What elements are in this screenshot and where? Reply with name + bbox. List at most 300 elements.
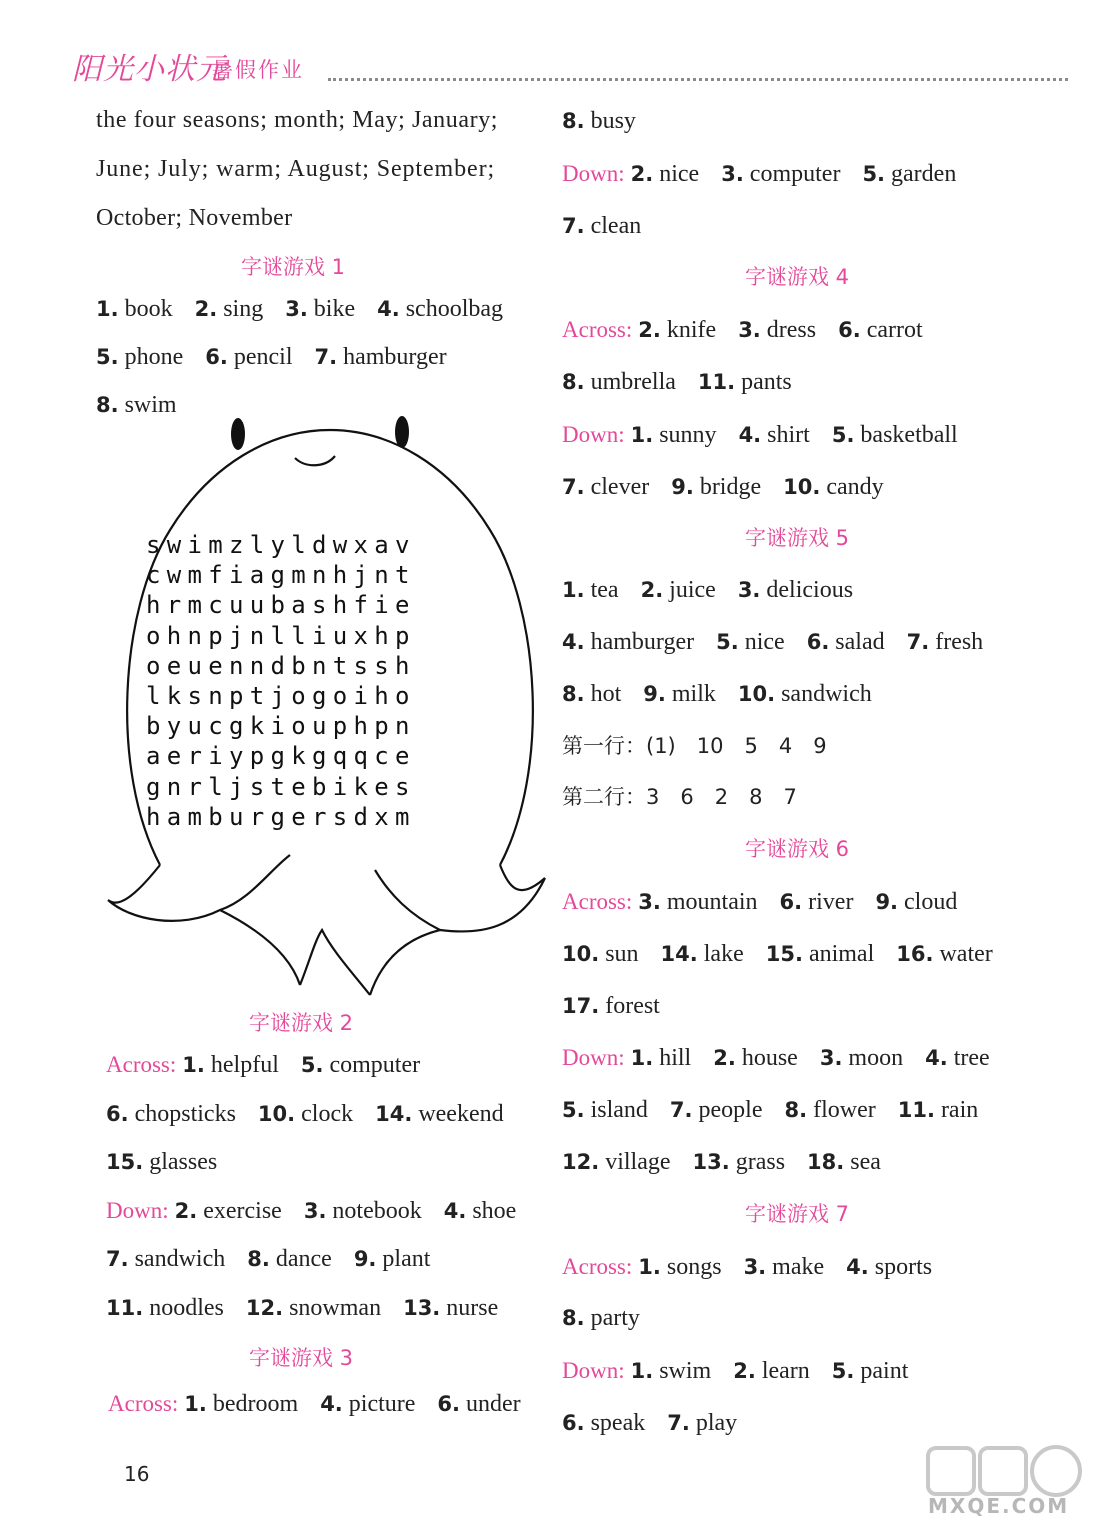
- answer-word: songs: [660, 1253, 722, 1280]
- answer-item: [698, 369, 792, 395]
- answer-line: [106, 1187, 536, 1236]
- answer-item: [832, 422, 958, 448]
- answer-item: [562, 1097, 648, 1123]
- answer-line: [562, 1293, 1032, 1345]
- section-title: 字谜游戏 7: [744, 1201, 850, 1226]
- puzzle-3-across: [108, 1380, 536, 1428]
- answer-word: computer: [323, 1052, 421, 1078]
- left-column: [96, 96, 536, 429]
- answer-number: 2.: [640, 578, 664, 603]
- page-header: [70, 40, 1070, 90]
- direction-label: Across:: [106, 1052, 177, 1077]
- answer-item: [562, 681, 621, 707]
- answer-item: [320, 1391, 415, 1417]
- answer-line: [562, 96, 1032, 148]
- answer-line: [562, 304, 1032, 357]
- answer-item: [205, 344, 292, 370]
- answer-number: 5.: [562, 1098, 585, 1123]
- answer-number: 3.: [738, 318, 761, 343]
- answer-number: 12.: [562, 1149, 600, 1174]
- answer-item: [375, 1101, 504, 1127]
- answer-line: [562, 1085, 1032, 1137]
- answer-number: 12.: [245, 1295, 284, 1320]
- answer-line: [106, 1041, 536, 1090]
- answer-line: [562, 1137, 1032, 1189]
- answer-line: [96, 333, 536, 381]
- direction-label: Across:: [562, 888, 633, 914]
- answer-number: 13.: [692, 1149, 730, 1174]
- answer-number: 7.: [106, 1247, 129, 1271]
- answer-number: 9.: [875, 889, 899, 914]
- answer-number: 3.: [819, 1046, 843, 1071]
- answer-item: [807, 629, 885, 655]
- answer-number: 1.: [96, 297, 119, 321]
- answer-number: 6.: [437, 1392, 461, 1416]
- answer-word: swim: [118, 392, 177, 418]
- answer-word: village: [599, 1148, 671, 1175]
- grid-row: hamburgersdxm: [146, 802, 416, 831]
- answer-word: bedroom: [206, 1391, 299, 1417]
- answer-item: [106, 1101, 236, 1127]
- answer-line: [562, 1345, 1032, 1398]
- answer-item: [562, 993, 660, 1019]
- answer-item: [638, 1254, 721, 1280]
- answer-number: 14.: [660, 941, 698, 966]
- answer-line: [562, 876, 1032, 929]
- answer-item: [862, 161, 956, 187]
- answer-number: 7.: [669, 1098, 693, 1123]
- answer-number: 8.: [562, 369, 585, 394]
- answer-number: 4.: [443, 1198, 467, 1223]
- answer-item: [785, 1097, 876, 1123]
- answer-word: tree: [947, 1045, 990, 1072]
- answer-word: hamburger: [337, 344, 447, 370]
- answer-word: phone: [118, 344, 184, 370]
- answer-line: [106, 1090, 536, 1139]
- brand-logo: 阳光小状元: [72, 52, 227, 87]
- answer-number: 10.: [737, 681, 776, 706]
- answer-number: 13.: [403, 1295, 441, 1320]
- answer-number: 7.: [906, 629, 930, 654]
- answer-number: 7.: [314, 345, 338, 369]
- answer-item: [667, 1410, 737, 1436]
- answer-item: [246, 1295, 381, 1321]
- section-title-puzzle-1: 字谜游戏 1: [240, 255, 346, 279]
- answer-number: 11.: [897, 1098, 935, 1123]
- answer-item: [285, 296, 355, 322]
- answer-word: basketball: [854, 421, 958, 448]
- answer-item: [631, 1358, 712, 1384]
- answer-number: 1.: [630, 1046, 654, 1071]
- answer-word: house: [735, 1045, 798, 1072]
- answer-word: tea: [584, 577, 619, 604]
- intro-line: June; July; warm; August; September;: [96, 156, 496, 182]
- answer-word: paint: [854, 1358, 909, 1385]
- answer-number: 8.: [562, 109, 585, 133]
- answer-item: [562, 474, 649, 500]
- answer-word: nurse: [440, 1294, 499, 1321]
- answer-line: [562, 1032, 1032, 1085]
- grid-row: cwmfiagmnhjnt: [146, 561, 416, 590]
- answer-number: 1.: [630, 422, 654, 447]
- octopus-eye-right: [395, 416, 409, 448]
- direction-label: Down:: [562, 160, 625, 186]
- answer-number: 6.: [562, 1410, 585, 1435]
- answer-word: play: [689, 1409, 738, 1436]
- answer-number: 16.: [896, 941, 934, 966]
- grid-row: byucgkiouphpn: [146, 712, 416, 741]
- answer-line: [562, 409, 1032, 462]
- answer-number: 5.: [831, 1359, 855, 1384]
- header-subtitle: 暑假作业: [212, 58, 304, 82]
- answer-word: notebook: [326, 1197, 422, 1224]
- answer-number: 2.: [194, 297, 218, 321]
- answer-item: [738, 681, 872, 707]
- answer-item: [304, 1198, 422, 1224]
- answer-item: [671, 474, 761, 500]
- answer-line: [562, 148, 1032, 201]
- answer-word: swim: [653, 1358, 712, 1385]
- answer-number: 2.: [630, 161, 654, 186]
- answer-item: [832, 1358, 909, 1384]
- answer-word: pants: [735, 368, 792, 395]
- answer-item: [106, 1246, 225, 1272]
- puzzle-2-answers: [106, 1041, 536, 1332]
- answer-word: rain: [934, 1097, 979, 1124]
- answer-item: [820, 1045, 903, 1071]
- answer-number: 5.: [716, 629, 739, 654]
- answer-line: [562, 462, 1032, 514]
- answer-item: [562, 1305, 640, 1331]
- answer-word: shoe: [466, 1197, 517, 1224]
- answer-item: [875, 889, 957, 915]
- answer-number: 4.: [738, 422, 762, 447]
- answer-word: milk: [665, 680, 716, 707]
- answer-word: dance: [269, 1246, 332, 1272]
- answer-word: people: [692, 1097, 763, 1124]
- answer-word: knife: [660, 317, 717, 344]
- answer-number: 1.: [630, 1359, 654, 1384]
- answer-number: 8.: [96, 393, 119, 417]
- ordering-line: 第二行：3 6 2 8 7: [562, 785, 797, 810]
- answer-item: [314, 344, 446, 370]
- answer-word: bridge: [693, 473, 762, 500]
- answer-number: 6.: [838, 318, 861, 343]
- answer-number: 6.: [106, 1101, 129, 1126]
- answer-line: [108, 1380, 536, 1428]
- answer-word: snowman: [283, 1294, 382, 1321]
- answer-item: [738, 577, 853, 603]
- answer-word: sing: [217, 296, 264, 322]
- answer-line: [562, 565, 1032, 617]
- answer-item: [661, 941, 744, 967]
- answer-item: [896, 941, 993, 967]
- answer-line: [562, 981, 1032, 1033]
- answer-number: 2.: [174, 1198, 198, 1223]
- answer-word: clever: [584, 473, 650, 500]
- answer-word: sports: [868, 1253, 933, 1280]
- answer-line: [106, 1284, 536, 1333]
- answer-word: flower: [807, 1097, 876, 1124]
- answer-item: [182, 1052, 279, 1078]
- direction-label: Across:: [562, 317, 633, 343]
- answer-line: [562, 357, 1032, 409]
- answer-item: [562, 1410, 645, 1436]
- answer-number: 14.: [375, 1101, 413, 1126]
- answer-word: weekend: [412, 1100, 504, 1127]
- answer-word: party: [584, 1305, 640, 1332]
- answer-number: 3.: [737, 578, 761, 603]
- answer-item: [437, 1391, 520, 1417]
- answer-number: 15.: [106, 1150, 144, 1174]
- answer-number: 3.: [721, 161, 744, 186]
- answer-item: [631, 1045, 692, 1071]
- answer-number: 7.: [562, 474, 585, 499]
- answer-item: [780, 889, 854, 915]
- answer-item: [716, 629, 785, 655]
- answer-number: 3.: [303, 1198, 327, 1223]
- answer-line: [562, 669, 1032, 721]
- answer-item: [106, 1295, 224, 1321]
- answer-number: 6.: [205, 345, 228, 369]
- answer-item: [846, 1254, 932, 1280]
- answer-word: speak: [584, 1409, 646, 1436]
- answer-number: 10.: [783, 474, 821, 499]
- answer-word: hot: [584, 680, 622, 707]
- answer-word: hill: [653, 1045, 692, 1072]
- answer-line: [562, 929, 1032, 981]
- intro-line: October; November: [96, 205, 293, 231]
- answer-number: 7.: [667, 1410, 690, 1435]
- answer-item: [643, 681, 716, 707]
- answer-word: lake: [697, 940, 744, 967]
- answer-word: island: [584, 1097, 648, 1124]
- answer-word: learn: [755, 1358, 810, 1385]
- answer-word: sun: [599, 940, 639, 967]
- answer-number: 3.: [743, 1254, 767, 1279]
- answer-item: [354, 1246, 431, 1272]
- answer-word: busy: [584, 108, 636, 134]
- section-title: 字谜游戏 5: [744, 526, 850, 551]
- answer-item: [898, 1097, 979, 1123]
- word-search-grid: [146, 530, 496, 832]
- answer-number: 4.: [377, 297, 400, 321]
- answer-word: shirt: [761, 421, 810, 448]
- direction-label: Across:: [108, 1391, 179, 1416]
- answer-number: 2.: [638, 318, 661, 343]
- answer-item: [838, 317, 923, 343]
- left-column-lower: [96, 1005, 536, 1428]
- answer-word: plant: [376, 1246, 431, 1272]
- answer-item: [738, 317, 816, 343]
- answer-number: 4.: [562, 629, 585, 654]
- answer-item: [713, 1045, 798, 1071]
- answer-item: [907, 629, 984, 655]
- answer-word: pencil: [227, 344, 293, 370]
- answer-word: helpful: [204, 1052, 279, 1078]
- answer-item: [377, 296, 503, 322]
- answer-number: 10.: [257, 1101, 296, 1126]
- grid-row: oeuenndbntssh: [146, 651, 416, 680]
- answer-word: umbrella: [584, 368, 676, 395]
- answer-word: salad: [829, 628, 885, 655]
- answer-item: [739, 422, 810, 448]
- answer-item: [184, 1391, 298, 1417]
- answer-item: [175, 1198, 282, 1224]
- answer-line: [562, 617, 1032, 669]
- answer-word: mountain: [660, 888, 758, 915]
- answer-number: 5.: [300, 1053, 324, 1077]
- answer-number: 15.: [765, 941, 803, 966]
- answer-item: [733, 1358, 810, 1384]
- answer-item: [783, 474, 884, 500]
- answer-word: sandwich: [775, 680, 872, 707]
- answer-word: dress: [760, 317, 817, 344]
- answer-number: 5.: [831, 422, 855, 447]
- answer-word: cloud: [898, 888, 958, 915]
- section-title-puzzle-3: 字谜游戏 3: [248, 1346, 354, 1370]
- answer-item: [766, 941, 875, 967]
- section-title: 字谜游戏 6: [744, 837, 850, 862]
- answer-word: juice: [663, 577, 716, 604]
- answer-item: [638, 889, 757, 915]
- answer-number: 9.: [643, 681, 666, 706]
- answer-item: [670, 1097, 763, 1123]
- watermark-text: MXQE.COM: [928, 1494, 1070, 1518]
- answer-word: make: [766, 1253, 825, 1280]
- answer-item: [925, 1045, 990, 1071]
- answer-number: 11.: [697, 369, 736, 394]
- answer-word: bike: [307, 296, 356, 322]
- grid-row: aeriypgkgqqce: [146, 742, 416, 771]
- answer-word: river: [802, 888, 854, 915]
- answer-number: 1.: [184, 1392, 207, 1416]
- answer-item: [562, 629, 694, 655]
- intro-line: the four seasons; month; May; January;: [96, 107, 499, 133]
- answer-item: [96, 296, 173, 322]
- answer-number: 8.: [562, 681, 585, 706]
- answer-word: sunny: [653, 421, 717, 448]
- answer-line: [562, 201, 1032, 253]
- answer-number: 11.: [106, 1295, 144, 1320]
- direction-label: Across:: [562, 1253, 633, 1279]
- ordering-line: 第一行：(1) 10 5 4 9: [562, 733, 827, 758]
- answer-item: [562, 213, 641, 239]
- answer-item: [562, 941, 639, 967]
- answer-item: [562, 1149, 671, 1175]
- answer-word: hamburger: [584, 628, 695, 655]
- section-title-puzzle-2: 字谜游戏 2: [248, 1011, 354, 1035]
- answer-item: [195, 296, 264, 322]
- answer-item: [403, 1295, 498, 1321]
- answer-item: [744, 1254, 825, 1280]
- answer-item: [301, 1052, 420, 1078]
- answer-word: book: [118, 296, 173, 322]
- grid-row: swimzlyldwxav: [146, 531, 416, 559]
- answer-item: [562, 577, 619, 603]
- page-number: 16: [124, 1462, 150, 1486]
- answer-number: 8.: [784, 1098, 808, 1123]
- answer-number: 10.: [562, 941, 600, 966]
- answer-number: 2.: [713, 1046, 736, 1071]
- answer-number: 6.: [779, 889, 803, 914]
- answer-word: forest: [599, 992, 660, 1019]
- answer-word: exercise: [197, 1197, 282, 1224]
- answer-word: picture: [342, 1391, 416, 1417]
- intro-text: [96, 96, 536, 243]
- answer-number: 5.: [862, 161, 886, 186]
- answer-word: nice: [653, 160, 700, 187]
- answer-number: 4.: [320, 1392, 343, 1416]
- answer-number: 9.: [353, 1247, 377, 1271]
- grid-row: hrmcuubashfie: [146, 591, 416, 620]
- answer-word: garden: [885, 160, 957, 187]
- answer-number: 17.: [562, 993, 600, 1018]
- answer-item: [562, 108, 636, 134]
- answer-number: 6.: [806, 629, 830, 654]
- direction-label: Down:: [562, 421, 625, 447]
- answer-number: 9.: [671, 474, 694, 499]
- answer-item: [638, 317, 716, 343]
- answer-number: 3.: [285, 297, 308, 321]
- answer-word: carrot: [860, 317, 923, 344]
- answer-item: [444, 1198, 517, 1224]
- answer-word: computer: [743, 160, 841, 187]
- answer-number: 18.: [807, 1149, 845, 1174]
- grid-row: ohnpjnlliuxhp: [146, 621, 416, 650]
- answer-line: [562, 1241, 1032, 1294]
- answer-line: [96, 285, 536, 333]
- answer-word: clock: [295, 1100, 354, 1127]
- grid-row: lksnptjogoiho: [146, 682, 416, 711]
- grid-row: gnrljstebikes: [146, 772, 416, 801]
- answer-item: [96, 344, 183, 370]
- answer-word: candy: [820, 473, 884, 500]
- answer-item: [562, 369, 676, 395]
- answer-item: [807, 1149, 881, 1175]
- direction-label: Down:: [106, 1197, 169, 1223]
- answer-word: sandwich: [128, 1246, 226, 1272]
- right-column: [562, 96, 1032, 1450]
- answer-item: [631, 161, 700, 187]
- answer-word: schoolbag: [399, 296, 504, 322]
- answer-word: chopsticks: [128, 1100, 236, 1127]
- answer-line: [106, 1235, 536, 1284]
- answer-word: animal: [802, 940, 875, 967]
- answer-number: 1.: [638, 1254, 661, 1279]
- answer-number: 1.: [562, 578, 585, 603]
- answer-item: [106, 1149, 217, 1175]
- answer-word: glasses: [143, 1149, 218, 1175]
- answer-word: delicious: [760, 577, 854, 604]
- direction-label: Down:: [562, 1045, 625, 1071]
- answer-number: 5.: [96, 345, 119, 369]
- answer-item: [721, 161, 840, 187]
- answer-number: 8.: [562, 1306, 585, 1331]
- answer-number: 4.: [846, 1254, 869, 1279]
- section-title: 字谜游戏 4: [744, 265, 850, 290]
- answer-word: fresh: [929, 628, 984, 655]
- answer-word: sea: [844, 1148, 881, 1175]
- octopus-eye-left: [231, 418, 245, 450]
- answer-number: 2.: [733, 1359, 756, 1384]
- answer-number: 1.: [182, 1053, 205, 1077]
- answer-number: 7.: [562, 213, 585, 238]
- answer-item: [247, 1246, 332, 1272]
- answer-word: under: [460, 1391, 521, 1417]
- answer-word: nice: [738, 628, 785, 655]
- header-dotted-rule: [328, 78, 1068, 81]
